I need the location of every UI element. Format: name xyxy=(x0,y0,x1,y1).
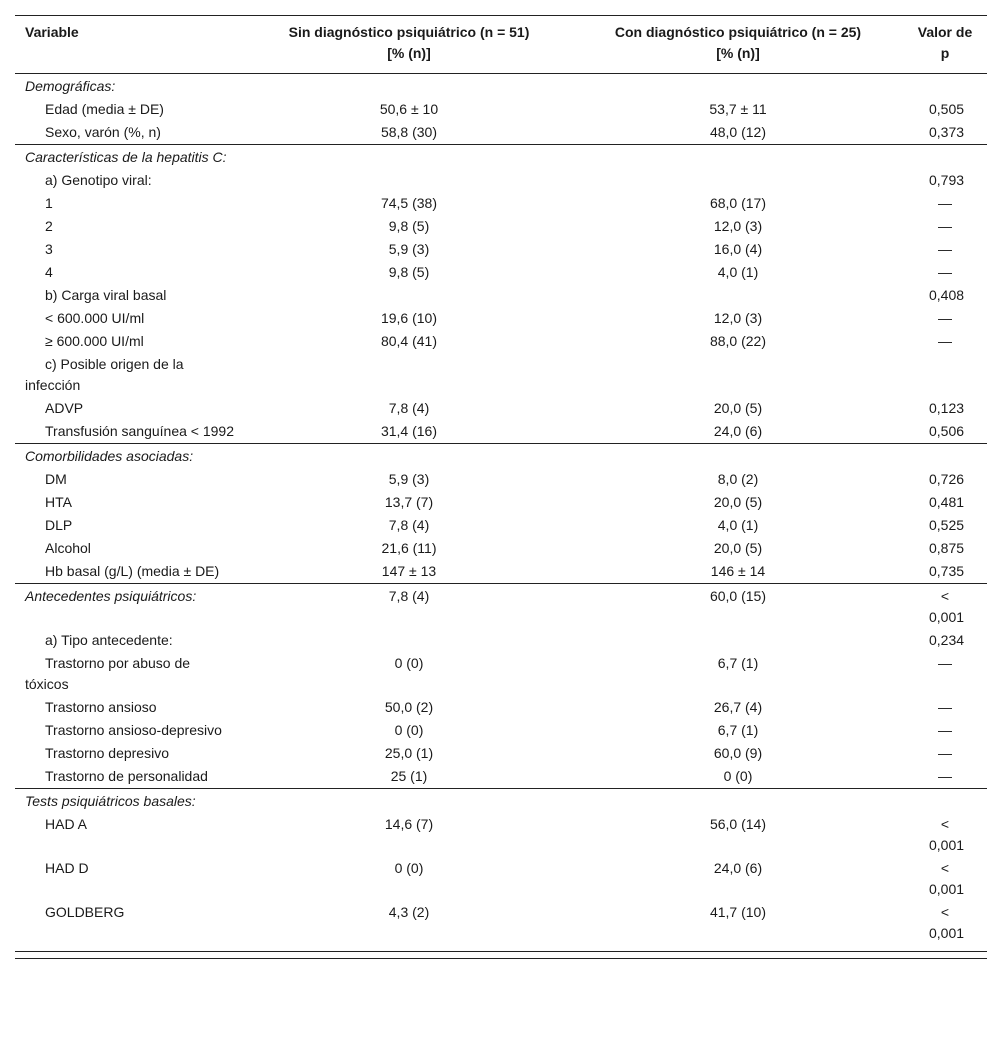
table-row xyxy=(15,901,987,945)
sin-value: 19,6 (10) xyxy=(380,310,438,326)
p-value: 0,525 xyxy=(929,517,965,533)
p-value: — xyxy=(938,333,952,349)
con-value xyxy=(573,284,903,307)
p-value xyxy=(903,353,987,397)
sin-value: 147 ± 13 xyxy=(381,563,437,579)
sin-value: 25,0 (1) xyxy=(384,745,434,761)
table-row xyxy=(15,560,987,584)
con-value: 56,0 (14) xyxy=(709,816,767,832)
con-value: 68,0 (17) xyxy=(709,195,767,211)
con-value: 20,0 (5) xyxy=(713,400,763,416)
row-label: DLP xyxy=(45,517,73,533)
con-value xyxy=(573,169,903,192)
row-label: Hb basal (g/L) (media ± DE) xyxy=(45,563,220,579)
sin-value: 50,0 (2) xyxy=(384,699,434,715)
sin-value xyxy=(245,74,573,99)
sin-value: 25 (1) xyxy=(390,768,428,784)
p-value: — xyxy=(938,241,952,257)
sin-value: 74,5 (38) xyxy=(380,195,438,211)
p-value: 0,793 xyxy=(929,172,965,188)
results-table-container xyxy=(15,15,987,959)
p-value xyxy=(903,145,987,170)
table-body xyxy=(15,74,987,946)
table-row xyxy=(15,397,987,420)
sin-value xyxy=(245,145,573,170)
p-value: 0,875 xyxy=(929,540,965,556)
row-label: < 600.000 UI/ml xyxy=(45,310,145,326)
p-value: 0,726 xyxy=(929,471,965,487)
p-value: < 0,001 xyxy=(903,584,987,630)
con-value: 12,0 (3) xyxy=(713,310,763,326)
con-value xyxy=(573,789,903,814)
p-value: < 0,001 xyxy=(929,816,965,853)
sin-value: 0 (0) xyxy=(394,655,424,671)
sin-value: 7,8 (4) xyxy=(245,584,573,630)
con-value: 16,0 (4) xyxy=(713,241,763,257)
row-label: Edad (media ± DE) xyxy=(45,101,164,117)
row-label: HTA xyxy=(45,494,72,510)
con-value: 8,0 (2) xyxy=(717,471,759,487)
row-label: ≥ 600.000 UI/ml xyxy=(45,333,144,349)
row-label: 1 xyxy=(45,195,53,211)
row-label: Transfusión sanguínea < 1992 xyxy=(45,423,235,439)
table-row xyxy=(15,629,987,652)
con-value: 6,7 (1) xyxy=(717,722,759,738)
section-row xyxy=(15,444,987,469)
table-row xyxy=(15,420,987,444)
row-label: Tests psiquiátricos basales: xyxy=(15,789,245,814)
row-label: Trastorno por abuso de tóxicos xyxy=(25,655,191,692)
p-value xyxy=(903,74,987,99)
con-value: 20,0 (5) xyxy=(713,494,763,510)
table-row xyxy=(15,192,987,215)
row-label: HAD A xyxy=(45,816,88,832)
sin-value: 58,8 (30) xyxy=(380,124,438,140)
table-row xyxy=(15,491,987,514)
row-label: DM xyxy=(45,471,67,487)
p-value: — xyxy=(938,722,952,738)
row-label: Comorbilidades asociadas: xyxy=(15,444,245,469)
row-label: a) Genotipo viral: xyxy=(45,172,152,188)
sin-value: 21,6 (11) xyxy=(381,540,437,556)
p-value: — xyxy=(938,195,952,211)
sin-value: 5,9 (3) xyxy=(388,471,430,487)
p-value: 0,408 xyxy=(929,287,965,303)
section-row xyxy=(15,789,987,814)
table-row xyxy=(15,537,987,560)
table-row xyxy=(15,353,987,397)
p-value: — xyxy=(938,768,952,784)
sin-value: 7,8 (4) xyxy=(388,400,430,416)
row-label: Trastorno de personalidad xyxy=(45,768,208,784)
sin-value: 13,7 (7) xyxy=(384,494,434,510)
table-row xyxy=(15,765,987,789)
table-row xyxy=(15,468,987,491)
con-value: 24,0 (6) xyxy=(713,860,763,876)
con-value: 4,0 (1) xyxy=(717,517,759,533)
table-row xyxy=(15,261,987,284)
sin-value xyxy=(245,169,573,192)
sin-value: 5,9 (3) xyxy=(388,241,430,257)
con-value xyxy=(573,353,903,397)
table-row xyxy=(15,98,987,121)
sin-value: 0 (0) xyxy=(394,722,424,738)
table-row xyxy=(15,514,987,537)
results-table xyxy=(15,15,987,945)
con-value: 146 ± 14 xyxy=(710,563,766,579)
row-label: Trastorno ansioso xyxy=(45,699,157,715)
table-row xyxy=(15,696,987,719)
sin-value xyxy=(245,353,573,397)
sin-value xyxy=(245,789,573,814)
table-header xyxy=(15,16,987,74)
con-value: 88,0 (22) xyxy=(709,333,767,349)
table-row xyxy=(15,307,987,330)
section-row xyxy=(15,74,987,99)
con-value xyxy=(573,629,903,652)
con-value: 12,0 (3) xyxy=(713,218,763,234)
p-value: — xyxy=(938,699,952,715)
section-row xyxy=(15,584,987,630)
con-value xyxy=(573,145,903,170)
p-value xyxy=(903,789,987,814)
row-label: Alcohol xyxy=(45,540,91,556)
table-row xyxy=(15,330,987,353)
p-value: < 0,001 xyxy=(929,860,965,897)
row-label: Sexo, varón (%, n) xyxy=(45,124,161,140)
sin-value: 31,4 (16) xyxy=(380,423,438,439)
con-value: 60,0 (15) xyxy=(573,584,903,630)
p-value: — xyxy=(938,264,952,280)
sin-value: 80,4 (41) xyxy=(380,333,438,349)
p-value: < 0,001 xyxy=(929,904,965,941)
section-row xyxy=(15,145,987,170)
table-row xyxy=(15,238,987,261)
sin-value: 9,8 (5) xyxy=(388,264,430,280)
con-value xyxy=(573,444,903,469)
row-label: Trastorno depresivo xyxy=(45,745,169,761)
sin-value xyxy=(245,629,573,652)
con-value: 4,0 (1) xyxy=(717,264,759,280)
table-row xyxy=(15,857,987,901)
row-label: ADVP xyxy=(45,400,84,416)
row-label: 2 xyxy=(45,218,53,234)
header-row xyxy=(15,16,987,74)
p-value: — xyxy=(938,218,952,234)
sin-value xyxy=(245,444,573,469)
con-value: 20,0 (5) xyxy=(713,540,763,556)
p-value: 0,505 xyxy=(929,101,965,117)
row-label: b) Carga viral basal xyxy=(45,287,167,303)
con-value: 41,7 (10) xyxy=(709,904,767,920)
con-value: 60,0 (9) xyxy=(713,745,763,761)
con-value: 48,0 (12) xyxy=(709,124,767,140)
p-value: — xyxy=(938,310,952,326)
header-con-diagnostico: Con diagnóstico psiquiátrico (n = 25) [% (n)] xyxy=(573,16,903,74)
con-value: 0 (0) xyxy=(723,768,753,784)
header-sin-diagnostico: Sin diagnóstico psiquiátrico (n = 51) [% (n)] xyxy=(245,16,573,74)
table-row xyxy=(15,215,987,238)
table-row xyxy=(15,652,987,696)
row-label: Demográficas: xyxy=(25,78,116,94)
row-label: HAD D xyxy=(45,860,89,876)
table-bottom-rule xyxy=(15,951,987,959)
row-label: 4 xyxy=(45,264,53,280)
con-value: 24,0 (6) xyxy=(713,423,763,439)
table-row xyxy=(15,742,987,765)
sin-value: 4,3 (2) xyxy=(388,904,430,920)
sin-value: 7,8 (4) xyxy=(388,517,430,533)
con-value xyxy=(573,74,903,99)
table-row xyxy=(15,284,987,307)
row-label: 3 xyxy=(45,241,53,257)
table-row xyxy=(15,169,987,192)
p-value: — xyxy=(938,745,952,761)
p-value xyxy=(903,444,987,469)
con-value: 6,7 (1) xyxy=(717,655,759,671)
header-valor-p: Valor de p xyxy=(903,16,987,74)
row-label: GOLDBERG xyxy=(45,904,125,920)
p-value: 0,373 xyxy=(929,124,965,140)
p-value: 0,234 xyxy=(929,632,965,648)
p-value: 0,735 xyxy=(929,563,965,579)
row-label: a) Tipo antecedente: xyxy=(45,632,173,648)
sin-value xyxy=(245,284,573,307)
row-label: Trastorno ansioso-depresivo xyxy=(45,722,222,738)
p-value: — xyxy=(938,655,952,671)
row-label: Características de la hepatitis C: xyxy=(15,145,245,170)
sin-value: 14,6 (7) xyxy=(384,816,434,832)
sin-value: 9,8 (5) xyxy=(388,218,430,234)
table-row xyxy=(15,813,987,857)
con-value: 26,7 (4) xyxy=(713,699,763,715)
header-variable: Variable xyxy=(15,16,245,74)
row-label: c) Posible origen de la infección xyxy=(25,356,184,393)
table-row xyxy=(15,121,987,145)
p-value: 0,481 xyxy=(929,494,965,510)
row-label: Antecedentes psiquiátricos: xyxy=(15,584,245,630)
table-row xyxy=(15,719,987,742)
p-value: 0,506 xyxy=(929,423,965,439)
sin-value: 0 (0) xyxy=(394,860,424,876)
sin-value: 50,6 ± 10 xyxy=(379,101,439,117)
p-value: 0,123 xyxy=(929,400,965,416)
con-value: 53,7 ± 11 xyxy=(709,101,767,117)
